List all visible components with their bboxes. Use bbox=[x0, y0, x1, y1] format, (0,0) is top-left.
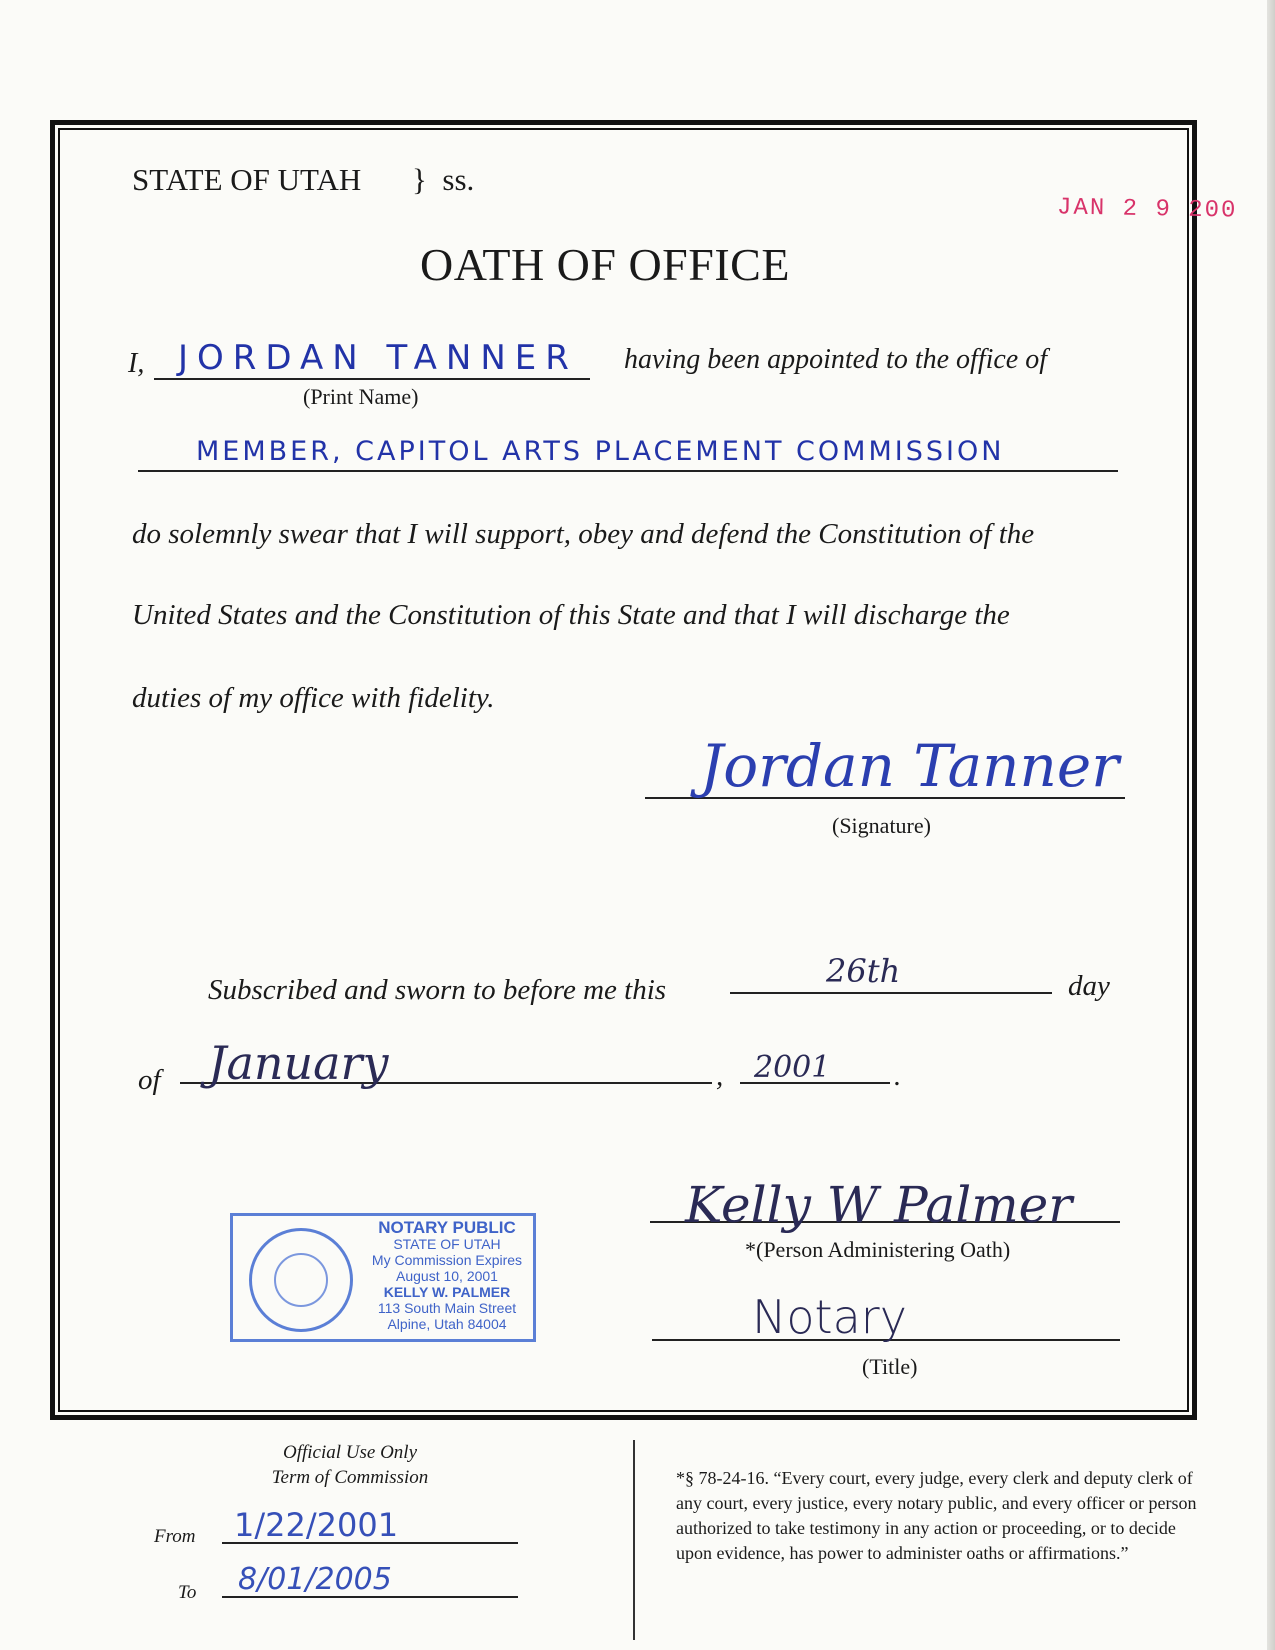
stamp-line-1: NOTARY PUBLIC bbox=[378, 1218, 516, 1237]
from-label: From bbox=[154, 1526, 196, 1547]
oath-line-2: United States and the Constitution of this State and that I will discharge the bbox=[132, 599, 1010, 631]
year-value: 2001 bbox=[754, 1050, 831, 1085]
administrator-caption: *(Person Administering Oath) bbox=[745, 1237, 1011, 1262]
office-line bbox=[138, 470, 1118, 472]
day-line bbox=[730, 992, 1052, 994]
signature-caption: (Signature) bbox=[832, 813, 931, 838]
print-name-line bbox=[154, 378, 590, 380]
venue-brace: } bbox=[412, 162, 427, 197]
notary-stamp bbox=[230, 1213, 536, 1342]
day-label: day bbox=[1068, 970, 1110, 1002]
appointed-text: having been appointed to the office of bbox=[624, 344, 1048, 375]
subscribed-text: Subscribed and sworn to before me this bbox=[208, 974, 667, 1006]
stamp-line-6: 113 South Main Street bbox=[377, 1300, 517, 1316]
stamp-line-4: August 10, 2001 bbox=[396, 1268, 498, 1284]
state-seal-icon bbox=[249, 1228, 353, 1332]
office-value: MEMBER, CAPITOL ARTS PLACEMENT COMMISSION bbox=[196, 436, 1005, 467]
period: . bbox=[894, 1060, 902, 1092]
page-title: OATH OF OFFICE bbox=[420, 239, 790, 290]
stamp-line-7: Alpine, Utah 84004 bbox=[387, 1316, 507, 1332]
stamp-line-3: My Commission Expires bbox=[371, 1252, 523, 1268]
stamp-line-2: STATE OF UTAH bbox=[393, 1236, 501, 1252]
of-label: of bbox=[138, 1064, 161, 1096]
statute-footnote: *§ 78-24-16. “Every court, every judge, every clerk and deputy clerk of any court, every justice, every notary public, and every officer or person authorized to take testimony in any action or proceeding, or to decide upon evidence, has power to administer oaths or affirmations.” bbox=[676, 1468, 1197, 1563]
intro-text: I, bbox=[128, 348, 145, 379]
month-value: January bbox=[208, 1036, 389, 1090]
oath-signature: Jordan Tanner bbox=[700, 732, 1119, 800]
to-label: To bbox=[178, 1582, 197, 1603]
comma: , bbox=[716, 1060, 724, 1092]
to-value: 8/01/2005 bbox=[238, 1562, 392, 1597]
oath-line-1: do solemnly swear that I will support, obey and defend the Constitution of the bbox=[132, 518, 1035, 550]
official-use-heading bbox=[250, 1440, 450, 1490]
day-value: 26th bbox=[826, 952, 901, 990]
official-use-line-2: Term of Commission bbox=[271, 1467, 429, 1488]
venue-ss-text: ss. bbox=[442, 162, 475, 197]
title-caption: (Title) bbox=[862, 1354, 918, 1379]
title-value: Notary bbox=[752, 1290, 907, 1344]
column-divider bbox=[633, 1440, 635, 1640]
official-use-line-1: Official Use Only bbox=[282, 1442, 418, 1463]
stamp-line-5: KELLY W. PALMER bbox=[383, 1284, 511, 1300]
from-value: 1/22/2001 bbox=[234, 1506, 399, 1544]
received-date-stamp: JAN 2 9 200 bbox=[1056, 194, 1238, 225]
print-name-value: JORDAN TANNER bbox=[178, 338, 578, 378]
venue-ss bbox=[412, 162, 474, 198]
administrator-signature: Kelly W Palmer bbox=[685, 1176, 1073, 1234]
print-name-caption: (Print Name) bbox=[303, 384, 419, 409]
page-edge-shadow bbox=[1267, 0, 1275, 1650]
oath-line-3: duties of my office with fidelity. bbox=[132, 682, 495, 714]
state-heading: STATE OF UTAH bbox=[132, 162, 362, 197]
